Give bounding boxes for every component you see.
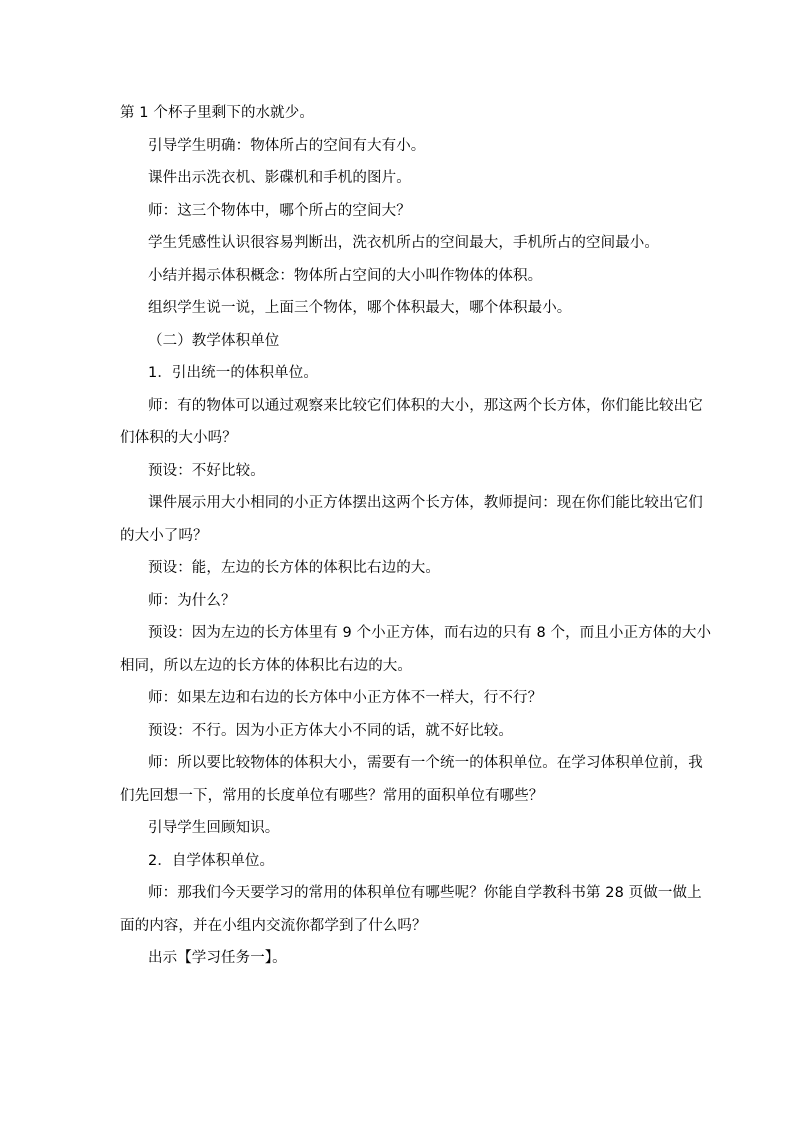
paragraph-line: 小结并揭示体积概念：物体所占空间的大小叫作物体的体积。: [148, 267, 543, 284]
paragraph-line: 师：这三个物体中，哪个所占的空间大？: [148, 202, 411, 219]
paragraph-line: 预设：因为左边的长方体里有 9 个小正方体，而右边的只有 8 个，而且小正方体的大小: [148, 625, 712, 641]
paragraph-line: 2．自学体积单位。: [148, 852, 275, 869]
paragraph-line: 出示【学习任务一】。: [148, 950, 287, 966]
document-body: [120, 97, 712, 975]
paragraph-line: 预设：能，左边的长方体的体积比右边的大。: [148, 560, 440, 576]
paragraph-line: 们先回想一下，常用的长度单位有哪些？常用的面积单位有哪些？: [120, 787, 544, 804]
paragraph-line: 课件展示用大小相同的小正方体摆出这两个长方体，教师提问：现在你们能比较出它们: [148, 495, 703, 511]
paragraph-line: （二）教学体积单位: [148, 332, 280, 349]
paragraph-line: 引导学生回顾知识。: [148, 820, 280, 836]
paragraph-line: 1．引出统一的体积单位。: [148, 365, 318, 381]
paragraph-line: 课件出示洗衣机、影碟机和手机的图片。: [148, 170, 411, 186]
paragraph-line: 师：那我们今天要学习的常用的体积单位有哪些呢？你能自学教科书第 28 页做一做上: [148, 885, 702, 901]
paragraph-line: 第 1 个杯子里剩下的水就少。: [120, 105, 314, 121]
paragraph-line: 预设：不行。因为小正方体大小不同的话，就不好比较。: [148, 722, 513, 739]
paragraph-line: 师：所以要比较物体的体积大小，需要有一个统一的体积单位。在学习体积单位前，我: [148, 755, 703, 771]
paragraph-line: 引导学生明确：物体所占的空间有大有小。: [148, 137, 426, 154]
paragraph-line: 师：为什么？: [148, 592, 236, 609]
paragraph-line: 师：如果左边和右边的长方体中小正方体不一样大，行不行？: [148, 690, 543, 706]
paragraph-line: 预设：不好比较。: [148, 462, 265, 479]
paragraph-line: 面的内容，并在小组内交流你都学到了什么吗？: [120, 917, 427, 934]
paragraph-line: 们体积的大小吗？: [120, 430, 237, 446]
paragraph-line: 师：有的物体可以通过观察来比较它们体积的大小，那这两个长方体，你们能比较出它: [148, 397, 703, 414]
paragraph-line: 相同，所以左边的长方体的体积比右边的大。: [120, 657, 412, 674]
paragraph-line: 组织学生说一说，上面三个物体，哪个体积最大，哪个体积最小。: [148, 300, 572, 316]
paragraph-line: 的大小了吗？: [120, 527, 208, 544]
paragraph-line: 学生凭感性认识很容易判断出，洗衣机所占的空间最大，手机所占的空间最小。: [148, 235, 659, 251]
